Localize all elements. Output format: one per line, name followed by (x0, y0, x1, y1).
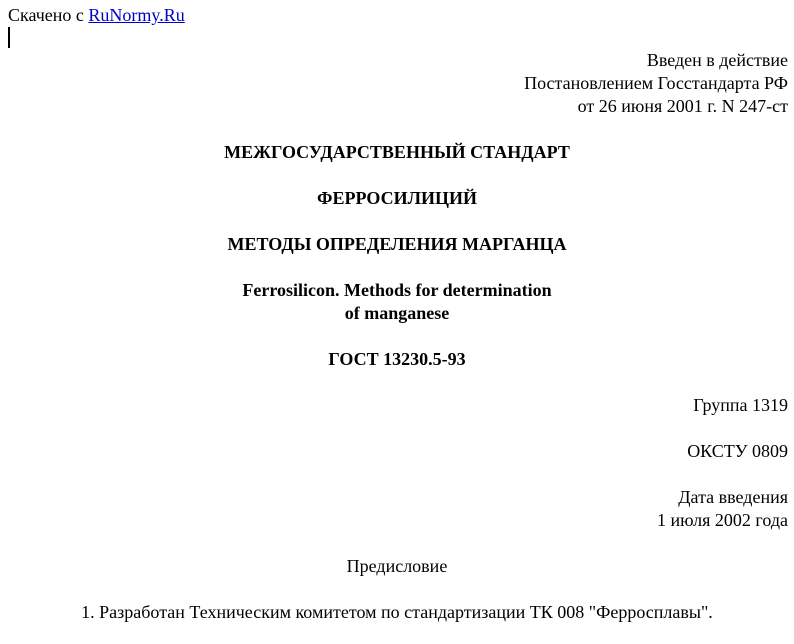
intro-line-3: от 26 июня 2001 г. N 247-ст (577, 96, 788, 116)
foreword-title: Предисловие (346, 556, 448, 576)
text-cursor (8, 27, 10, 48)
standard-methods: МЕТОДЫ ОПРЕДЕЛЕНИЯ МАРГАНЦА (227, 234, 567, 254)
standard-subject: ФЕРРОСИЛИЦИЙ (317, 188, 477, 208)
intro-line-1: Введен в действие (646, 50, 788, 70)
standard-type: МЕЖГОСУДАРСТВЕННЫЙ СТАНДАРТ (224, 142, 570, 162)
downloaded-prefix: Скачено с (8, 5, 84, 25)
english-title-line-1: Ferrosilicon. Methods for determination (242, 280, 552, 300)
foreword-item-1: 1. Разработан Техническим комитетом по стандартизации ТК 008 "Ферросплавы". (81, 602, 713, 622)
intro-line-2: Постановлением Госстандарта РФ (524, 73, 788, 93)
okstu-code: ОКСТУ 0809 (687, 441, 788, 461)
source-link[interactable]: RuNormy.Ru (88, 5, 185, 25)
group-number: Группа 1319 (693, 395, 788, 415)
intro-date-label: Дата введения (678, 487, 788, 507)
standard-code: ГОСТ 13230.5-93 (328, 349, 466, 369)
english-title-line-2: of manganese (344, 303, 450, 323)
intro-date: 1 июля 2002 года (657, 510, 788, 530)
download-source-line (8, 4, 185, 26)
